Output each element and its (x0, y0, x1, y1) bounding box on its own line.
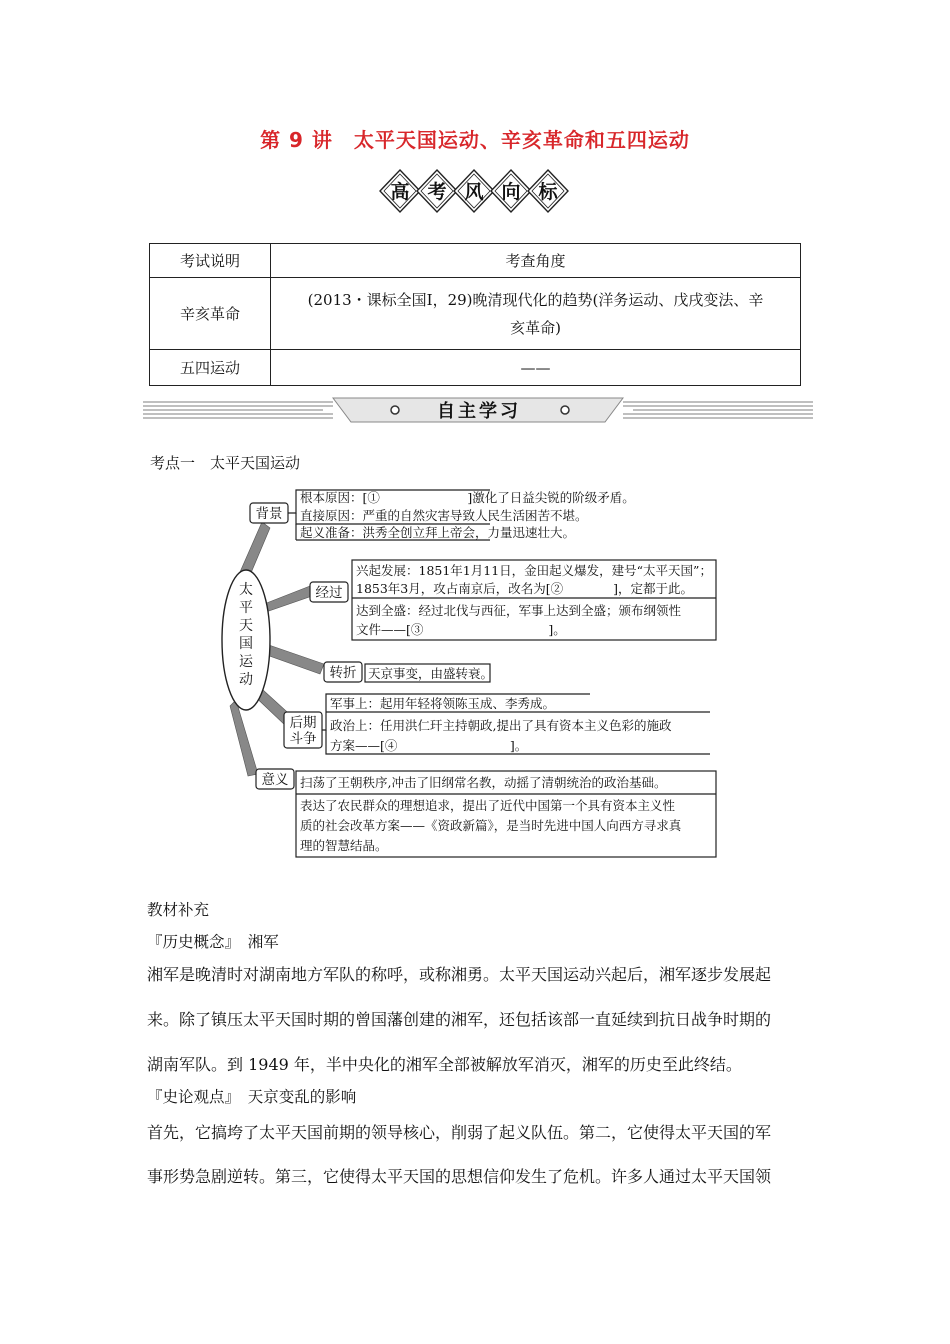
branch-label-process: 经过 (315, 585, 343, 601)
mindmap-center-char: 国 (239, 636, 253, 652)
mindmap-line: 兴起发展：1851年1月11日，金田起义爆发，建号“太平天国”； (356, 563, 712, 578)
supplement-heading: 教材补充 (147, 901, 210, 919)
mindmap-center-char: 运 (239, 654, 253, 670)
table-cell: 亥革命) (510, 318, 561, 337)
badge-char: 考 (427, 181, 447, 203)
mindmap-center-char: 动 (239, 672, 253, 688)
branch-label-significance: 意义 (261, 772, 289, 788)
page-title: 第 9 讲 太平天国运动、辛亥革命和五四运动 (260, 128, 690, 152)
table-cell: 五四运动 (150, 350, 271, 386)
table-cell: —— (271, 350, 801, 386)
paragraph-line: 来。除了镇压太平天国时期的曾国藩创建的湘军，还包括该部一直延续到抗日战争时期的 (147, 1010, 772, 1029)
section-banner (143, 396, 813, 424)
badge-char: 标 (538, 181, 558, 203)
badge-char: 风 (464, 181, 484, 203)
paragraph-line: 湘军是晚清时对湖南地方军队的称呼，或称湘勇。太平天国运动兴起后，湘军逐步发展起 (147, 965, 772, 984)
mindmap-line: 方案——[④ ]。 (330, 738, 528, 753)
banner-label: 自主学习 (437, 401, 521, 422)
mindmap-center-char: 天 (239, 618, 253, 634)
mindmap-line: 表达了农民群众的理想追求，提出了近代中国第一个具有资本主义性 (300, 798, 676, 813)
badge-char: 向 (501, 181, 521, 203)
paragraph-line: 事形势急剧逆转。第三，它使得太平天国的思想信仰发生了危机。许多人通过太平天国领 (147, 1167, 772, 1186)
paragraph-line: 湖南军队。到 1949 年，半中央化的湘军全部被解放军消灭，湘军的历史至此终结。 (147, 1055, 742, 1074)
bullet-icon (561, 406, 569, 414)
mindmap-line: 政治上：任用洪仁玕主持朝政,提出了具有资本主义色彩的施政 (330, 718, 672, 733)
mindmap-line: 根本原因：[① ]激化了日益尖锐的阶级矛盾。 (300, 490, 635, 505)
mindmap-line: 达到全盛：经过北伐与西征，军事上达到全盛；颁布纲领性 (356, 603, 682, 618)
table-header: 考查角度 (271, 244, 801, 278)
mindmap (200, 484, 720, 859)
paragraph-line: 首先，它搞垮了太平天国前期的领导核心，削弱了起义队伍。第二，它使得太平天国的军 (147, 1123, 772, 1142)
table-row (150, 278, 801, 350)
table-header: 考试说明 (150, 244, 271, 278)
badge-char: 高 (390, 181, 410, 203)
table-cell: (2013・课标全国Ⅰ，29)晚清现代化的趋势(洋务运动、戊戌变法、辛 (307, 290, 764, 309)
mindmap-line: 文件——[③ ]。 (356, 622, 566, 637)
branch-label-background: 背景 (255, 506, 283, 522)
exam-table (149, 243, 801, 386)
bullet-icon (391, 406, 399, 414)
mindmap-line: 1853年3月，攻占南京后，改名为[② ]，定都于此。 (356, 581, 694, 596)
concept-heading: 『历史概念』 湘军 (147, 933, 279, 951)
mindmap-line: 军事上：起用年轻将领陈玉成、李秀成。 (330, 696, 556, 711)
mindmap-line: 扫荡了王朝秩序,冲击了旧纲常名教，动摇了清朝统治的政治基础。 (300, 775, 667, 790)
exam-trend-badge (378, 168, 572, 214)
mindmap-line: 理的智慧结晶。 (300, 838, 388, 853)
branch-label-late-struggle: 斗争 (289, 731, 317, 747)
mindmap-center-char: 平 (239, 600, 253, 616)
branch-label-late-struggle: 后期 (289, 715, 317, 731)
table-row (150, 350, 801, 386)
mindmap-line: 直接原因：严重的自然灾害导致人民生活困苦不堪。 (300, 508, 588, 523)
mindmap-center-char: 太 (239, 582, 253, 598)
mindmap-line: 天京事变，由盛转衰。 (368, 666, 494, 681)
section-heading: 考点一 太平天国运动 (150, 454, 301, 472)
table-cell: 辛亥革命 (150, 278, 271, 350)
mindmap-line: 质的社会改革方案——《资政新篇》，是当时先进中国人向西方寻求真 (300, 818, 682, 833)
mindmap-line: 起义准备：洪秀全创立拜上帝会，力量迅速壮大。 (300, 525, 576, 540)
viewpoint-heading: 『史论观点』 天京变乱的影响 (147, 1088, 357, 1106)
branch-label-turning-point: 转折 (329, 665, 357, 681)
